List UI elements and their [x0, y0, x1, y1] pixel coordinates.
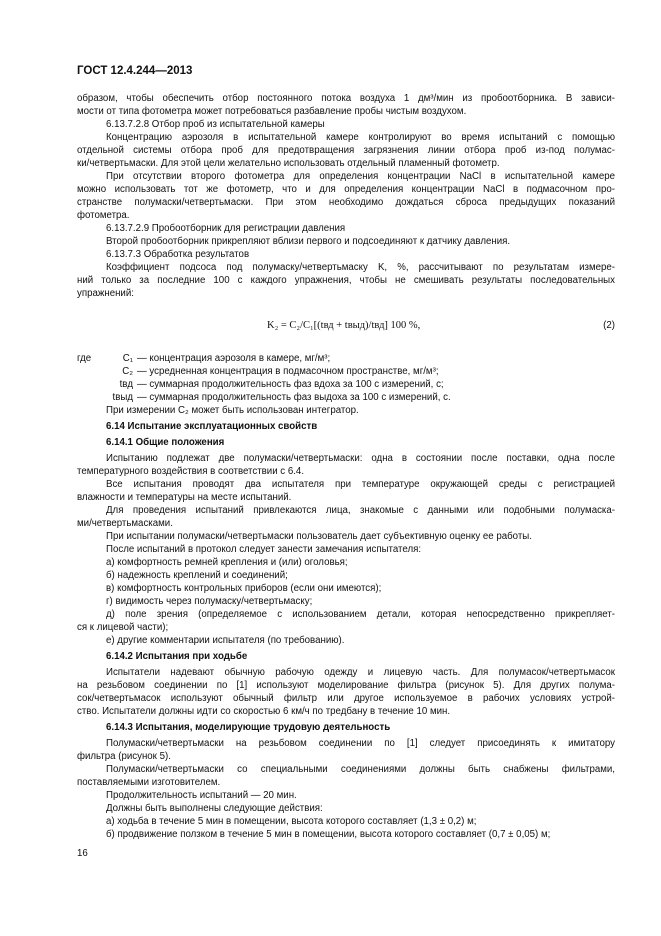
text-line: Концентрацию аэрозоля в испытательной камере контролируют во время испытаний с помощью: [106, 132, 615, 143]
formula: K₂ = C₂/C₁[(tвд + tвыд)/tвд] 100 %,: [267, 320, 421, 331]
definition-row: [77, 365, 615, 378]
definition-text: — усредненная концентрация в подмасочном пространстве, мг/м³;: [137, 366, 439, 377]
definition-row: [77, 352, 615, 365]
list-item: е) другие комментарии испытателя (по требованию).: [106, 635, 345, 646]
formula-block: [77, 319, 615, 332]
section-heading: 6.14.1 Общие положения: [106, 437, 225, 448]
list-item: б) продвижение ползком в течение 5 мин в помещении, высота которого составляет (0,7 ± 0,05) м;: [106, 829, 551, 840]
section-heading: 6.13.7.2.9 Пробоотборник для регистрации давления: [106, 223, 346, 234]
text-line: образом, чтобы обеспечить отбор постоянного потока воздуха 1 дм³/мин из пробоотборника. В зависи-: [77, 93, 615, 104]
definition-symbol: C₂: [122, 366, 133, 377]
definition-row: [77, 378, 615, 391]
definition-text: — концентрация аэрозоля в камере, мг/м³;: [137, 353, 331, 364]
text-line: ки/четвертьмаски. Для этой цели желательно использовать отдельный пламенный фотометр.: [77, 158, 500, 169]
text-line: упражнений:: [77, 288, 134, 299]
text-line: При испытании полумаски/четвертьмаски пользователь дает субъективную оценку ее работы.: [106, 531, 532, 542]
document-header: ГОСТ 12.4.244—2013: [77, 65, 193, 77]
text-line: ний только за последние 100 с каждого упражнения, чтобы не смешивать результаты последовательных: [77, 275, 615, 286]
text-line: После испытаний в протокол следует занести замечания испытателя:: [106, 544, 422, 555]
formula-number: (2): [603, 320, 615, 331]
text-line: Все испытания проводят два испытателя при температуре окружающей среды с регистрацией: [106, 479, 615, 490]
definition-symbol: C₁: [122, 353, 133, 364]
list-item: ся к лицевой части);: [77, 622, 169, 633]
text-line: Испытатели надевают обычную рабочую одежду и лицевую часть. Для полумасок/четвертьмасок: [106, 667, 615, 678]
document-body: [77, 92, 615, 841]
text-line: поставляемыми изготовителем.: [77, 777, 221, 788]
text-line: Продолжительность испытаний — 20 мин.: [106, 790, 297, 801]
text-line: температурного воздействия в соответствии с 6.4.: [77, 466, 305, 477]
text-line: можно использовать тот же фотометр, что и для определения концентрации NaCl в подмасочном про-: [77, 184, 615, 195]
list-item: в) комфортность контрольных приборов (если они имеются);: [106, 583, 382, 594]
text-line: странстве полумаски/четвертьмаски. При этом необходимо дождаться сброса предыдущих показаний: [77, 197, 615, 208]
definition-symbol: tвыд: [112, 392, 133, 403]
text-line: Полумаски/четвертьмаски со специальными соединениями должны быть снабжены фильтрами,: [106, 764, 615, 775]
page-number: 16: [77, 848, 88, 859]
text-line: Второй пробоотборник прикрепляют вблизи первого и подсоединяют к датчику давления.: [106, 236, 511, 247]
section-heading: 6.14.3 Испытания, моделирующие трудовую деятельность: [106, 722, 391, 733]
list-item: д) поле зрения (определяемое с использованием детали, которая непосредственно прикрепляет-: [106, 609, 615, 620]
text-line: Коэффициент подсоса под полумаску/четвертьмаску K, %, рассчитывают по результатам измере-: [106, 262, 615, 273]
list-item: а) ходьба в течение 5 мин в помещении, высота которого составляет (1,3 ± 0,2) м;: [106, 816, 477, 827]
text-line: сок/четвертьмасок используют обычный фильтр или другое используемое в рабочих условиях устрой-: [77, 693, 615, 704]
text-line: ми/четвертьмасками.: [77, 518, 173, 529]
text-line: Полумаски/четвертьмаски на резьбовом соединении по [1] следует присоединять к имитатору: [106, 738, 615, 749]
text-line: ство. Испытатели должны идти со скоростью 6 км/ч по тредбану в течение 10 мин.: [77, 706, 451, 717]
text-line: на резьбовом соединении по [1] используют моделирование фильтра (рисунок 5). Для других полума-: [77, 680, 615, 691]
text-line: фотометра.: [77, 210, 130, 221]
definition-text: — суммарная продолжительность фаз вдоха за 100 с измерений, с;: [137, 379, 444, 390]
definition-prefix: где: [77, 353, 92, 364]
list-item: а) комфортность ремней крепления и (или) оголовья;: [106, 557, 348, 568]
definition-row: [77, 391, 615, 404]
text-line: влажности и температуры на месте испытаний.: [77, 492, 292, 503]
text-line: При измерении C₂ может быть использован интегратор.: [106, 405, 359, 416]
section-heading: 6.14.2 Испытания при ходьбе: [106, 651, 248, 662]
text-line: При отсутствии второго фотометра для определения концентрации NaCl в испытательной камере: [106, 171, 615, 182]
text-line: Должны быть выполнены следующие действия:: [106, 803, 323, 814]
definition-symbol: tвд: [119, 379, 133, 390]
section-heading: 6.13.7.3 Обработка результатов: [106, 249, 250, 260]
text-line: отдельной системы отбора проб для предотвращения загрязнения линии отбора проб из-под полумас-: [77, 145, 615, 156]
definition-text: — суммарная продолжительность фаз выдоха за 100 с измерений, с.: [137, 392, 451, 403]
section-heading: 6.13.7.2.8 Отбор проб из испытательной камеры: [106, 119, 325, 130]
text-line: мости от типа фотометра может потребоваться разбавление пробы чистым воздухом.: [77, 106, 467, 117]
text-line: фильтра (рисунок 5).: [77, 751, 171, 762]
text-line: Для проведения испытаний привлекаются лица, знакомые с данными или подобными полумаска-: [106, 505, 615, 516]
list-item: г) видимость через полумаску/четвертьмаску;: [106, 596, 313, 607]
list-item: б) надежность креплений и соединений;: [106, 570, 288, 581]
text-line: Испытанию подлежат две полумаски/четвертьмаски: одна в состоянии после поставки, одна после: [106, 453, 615, 464]
section-heading: 6.14 Испытание эксплуатационных свойств: [106, 421, 318, 432]
